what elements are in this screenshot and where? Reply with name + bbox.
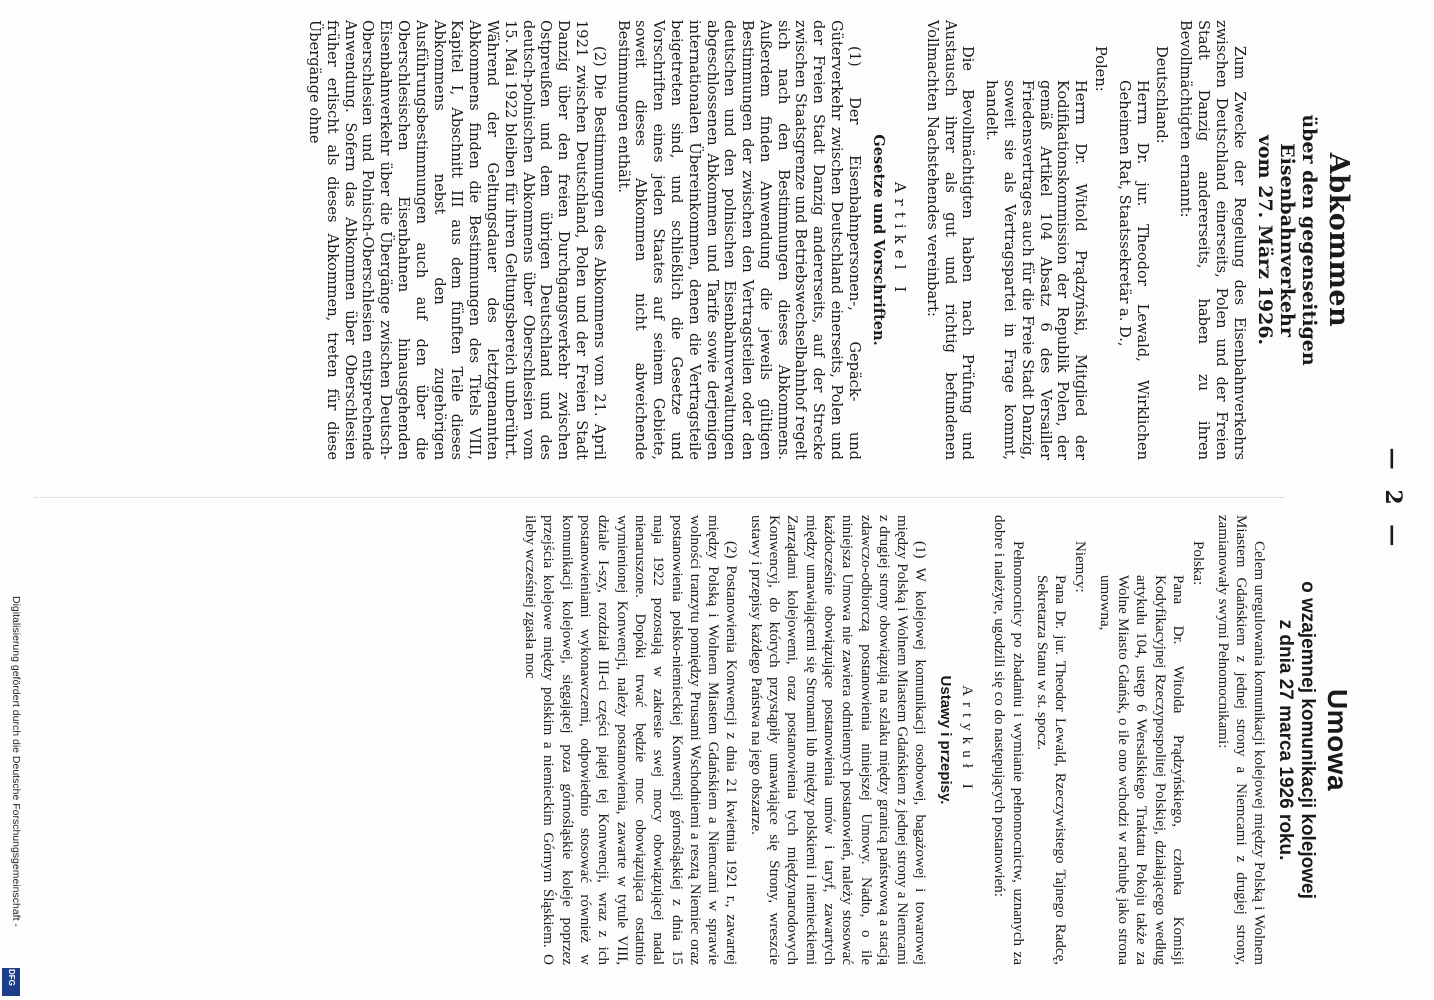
dfg-logo-icon <box>2 968 20 996</box>
german-column <box>305 20 1354 460</box>
polish-article-title: Ustawy i przepisy. <box>936 675 954 805</box>
polish-subtitle-1: o wzajemnej komunikacji kolejowej <box>1296 581 1318 899</box>
polish-article-label: Artykuł I <box>959 685 975 795</box>
polish-pl-label: Polska: <box>1190 541 1207 586</box>
polish-closing: Pełnomocnicy po zbadaniu i wymianie pełnomocnictw, uznanych za dobre i należyte, ugodzili się co do następujących postanowień: <box>991 515 1026 965</box>
polish-column <box>521 515 1354 965</box>
polish-title: Umowa <box>1322 688 1353 792</box>
german-article-title: Gesetze und Vorschriften. <box>869 134 887 346</box>
german-subtitle-1: über den gegenseitigen Eisenbahnverkehr <box>1276 114 1321 366</box>
column-divider <box>34 497 1284 498</box>
german-intro: Zum Zwecke der Regelung des Eisenbahnverkehrs zwischen Deutschland einerseits, Polen und der Freien Stadt Danzig andererseits, haben zu ihren Bevollmächtigten ernannt: <box>1177 20 1248 460</box>
german-pl-label: Polen: <box>1091 46 1109 92</box>
german-subtitle-2: vom 27. März 1926. <box>1254 134 1277 346</box>
dfg-logo-text: DFG <box>7 969 16 986</box>
polish-article-paragraph-2: (2) Postanowienia Konwencji z dnia 21 kwietnia 1921 r., zawartej między Polską i Wolnem Miastem Gdańskiem a Niemcami w sprawie wolności tranzytu pomiędzy Prusami Wschodniemi a resztą Niemiec oraz postanowienia polsko-niemieckiej Konwencji górnośląskiej z dnia 15 maja 1922 pozostają w zakresie swej mocy obowiązującej nadal nienaruszone. Dopóki trwać będzie moc obowiązująca ostatnio wymienionej Konwencji, należy postanowienia, zawarte w tytule VIII, dziale I-szy, rozdział III-ci części piątej tej Konwencji, wraz z ich postanowieniami wykonawczemi, odpowiednio stosować również w komunikacji kolejowej, sięgającej poza górnośląskie koleje poprzez przejścia kolejowe między polskim a niemieckim Górnym Śląskiem. O ileby wcześniej zgasła moc <box>522 515 740 965</box>
polish-subtitle-2: z dnia 27 marca 1926 roku. <box>1275 619 1296 861</box>
polish-article-paragraph-1: (1) W kolejowej komunikacji osobowej, bagażowej i towarowej między Polską i Wolnem Miastem Gdańskiem z jednej strony a Niemcami z drugiej strony obowiązują na szlaku między granicą państwową a stacją zdawczo-odbiorczą postanowienia niniejszej Umowy. Nadto, o ile niniejsza Umowa nie zawiera odmiennych postanowień, należy stosować każdocześnie obowiązujące postanowienia umów i taryf, zawartych między umawiającemi się Stronami lub między polskiemi i niemieckiemi Zarządami kolejowemi, oraz postanowienia tych międzynarodowych Konwencyj, do których przystąpiły umawiające się Strony, wreszcie ustawy i przepisy każdego Państwa na jego obszarze. <box>747 515 929 965</box>
polish-de-label: Niemcy: <box>1072 541 1089 593</box>
german-de-representative: Herrn Dr. jur. Theodor Lewald, Wirklichen Geheimen Rat, Staatssekretär a. D., <box>1115 80 1151 460</box>
page-number: — 2 — <box>1380 447 1406 553</box>
german-article-paragraph-2: (2) Die Bestimmungen des Abkommens vom 21. April 1921 zwischen Deutschland, Polen und der Freien Stadt Danzig über den freien Durchgangsverkehr zwischen Ostpreußen und dem übrigen Deutschland und des deutsch-polnischen Abkommens über Oberschlesien vom 15. Mai 1922 bleiben für ihren Geltungsbereich unberührt. Während der Geltungsdauer des letztgenannten Abkommens finden die Bestimmungen des Titels VIII, Kapitel I, Abschnitt III aus dem fünften Teile dieses Abkommens nebst den zugehörigen Ausführungsbestimmungen auch auf den über die Oberschlesischen Eisenbahnen hinausgehenden Eisenbahnverkehr über die Übergänge zwischen Deutsch-Oberschlesien und Polnisch-Oberschlesien entsprechende Anwendung. Sofern das Abkommen über Oberschlesien früher erlischt als dieses Abkommen, treten für diese Übergänge ohne <box>305 20 608 460</box>
german-title: Abkommen <box>1323 152 1354 328</box>
german-article-paragraph-1: (1) Der Eisenbahnpersonen-, Gepäck- und Güterverkehr zwischen Deutschland einerseits, Polen und der Freien Stadt Danzig andererseits, auf der Strecke zwischen Staatsgrenze und Betriebswechselbahnhof regelt sich nach den Bestimmungen dieses Abkommens. Außerdem finden Anwendung die jeweils gültigen Bestimmungen der zwischen den Vertragsteilen oder den deutschen und den polnischen Eisenbahnverwaltungen abgeschlossenen Abkommen und Tarife sowie derjenigen internationalen Übereinkommen, denen die Vertragsteile beigetreten sind, und schließlich die Gesetze und Vorschriften eines jeden Staates auf seinem Gebiete, soweit dieses Abkommen nicht abweichende Bestimmungen enthält. <box>614 20 863 460</box>
polish-pl-representative: Pana Dr. Witolda Prądzyńskiego, członka Komisji Kodyfikacyjnej Rzeczypospolitej Polskiej, działającego według artykułu 104, ustęp 6 Wersalskiego Traktatu Pokoju także za Wolne Miasto Gdańsk, o ile ono wchodzi w rachubę jako strona umowna, <box>1096 575 1186 965</box>
polish-intro: Celem uregulowania komunikacji kolejowej między Polską i Wolnem Miastem Gdańskiem z jednej strony a Niemcami z drugiej strony, zamianowały swymi Pełnomocnikami: <box>1214 515 1268 965</box>
digitization-footer <box>0 0 22 1000</box>
polish-de-representative: Pana Dr. jur. Theodor Lewald, Rzeczywistego Tajnego Radcę, Sekretarza Stanu w st. spocz. <box>1033 575 1069 965</box>
german-article-label: Artikel I <box>890 181 909 299</box>
german-de-label: Deutschland: <box>1153 46 1171 144</box>
german-closing: Die Bevollmächtigten haben nach Prüfung und Austausch ihrer als gut und richtig befundenen Vollmachten Nachstehendes vereinbart: <box>923 20 977 460</box>
german-pl-representative: Herrn Dr. Witold Prądzyński, Mitglied der Kodifikationskommission der Republik Polen, der gemäß Artikel 104 Absatz 6 des Versailler Friedensvertrages auch für die Freie Stadt Danzig, soweit sie als Vertragspartei in Frage kommt, handelt. <box>983 80 1090 460</box>
footer-credit-text: Digitalisierung gefördert durch die Deutsche Forschungsgemeinschaft - <box>10 596 22 927</box>
